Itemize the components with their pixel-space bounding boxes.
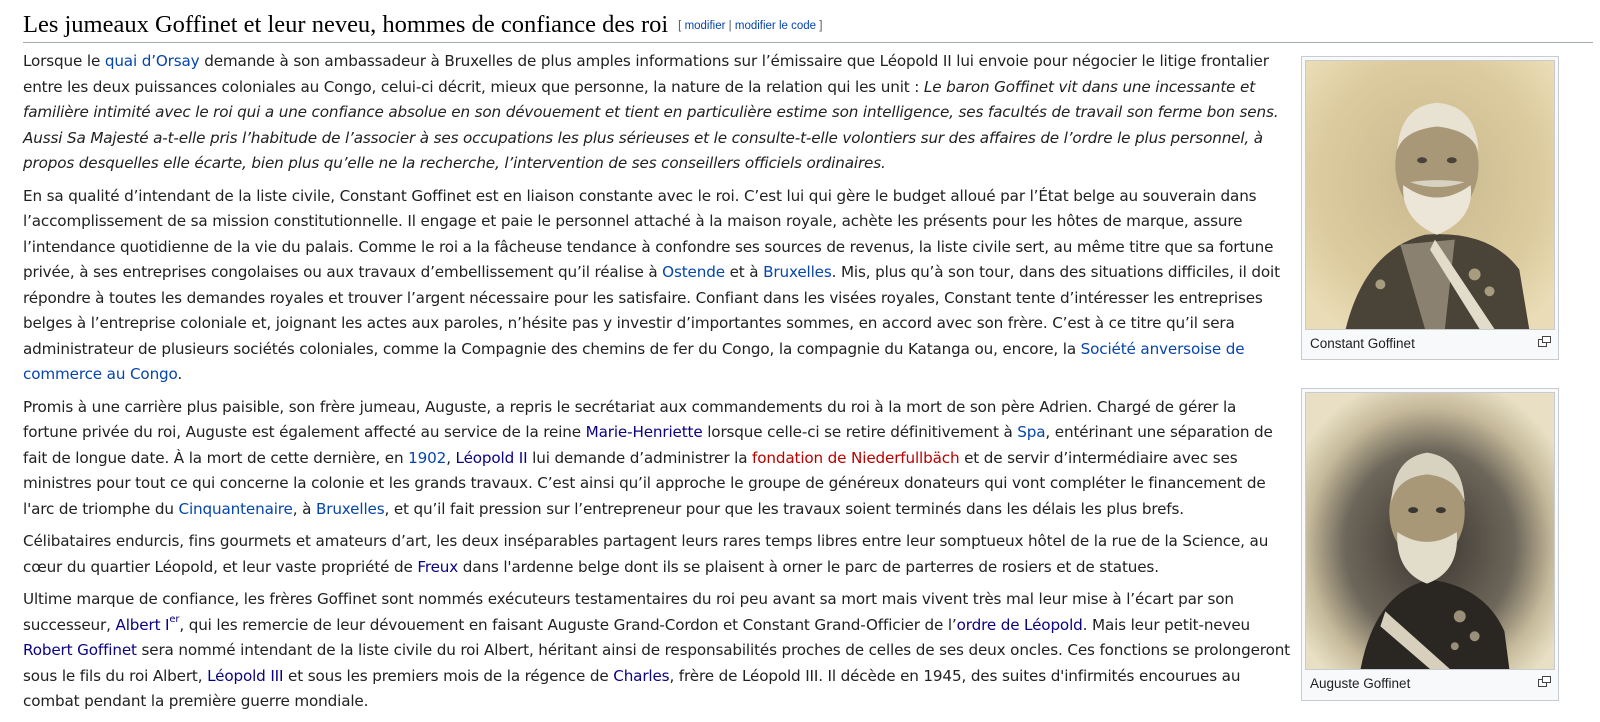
portrait-constant-goffinet[interactable] [1305, 60, 1555, 330]
text: Ultime marque de confiance, les frères Goffinet sont nommés exécuteurs testamentaires du roi peu avant sa mort mais vivent très mal leur mise à l’écart par son successeur, [23, 590, 1234, 634]
link-leopold-iii[interactable]: Léopold III [207, 666, 284, 685]
text: , [446, 448, 456, 467]
link-fondation-niederfullbach[interactable]: fondation de Niederfullbäch [752, 448, 960, 467]
link-leopold-ii[interactable]: Léopold II [455, 448, 528, 467]
text: et sous les premiers mois de la régence de [283, 666, 614, 685]
paragraph-5 [23, 587, 1293, 715]
paragraph-3 [23, 395, 1293, 523]
caption-text: Auguste Goffinet [1310, 676, 1411, 691]
superscript: er [169, 614, 180, 626]
edit-bracket-close: ] [816, 20, 823, 32]
article-body [23, 49, 1293, 722]
text: et à [724, 263, 764, 281]
text: , qui les remercie de leur dévouement en faisant Auguste Grand-Cordon et Constant Grand-Officier de l’ [179, 615, 957, 634]
text: demande à son ambassadeur à Bruxelles de plus amples informations sur l’émissaire que Léopold II lui envoie pour négocier le litige frontalier entre les deux puissances coloniales au Congo, celui-ci décrit, mieux que personne, la nature de la relation qui les unit : [23, 52, 1269, 96]
text: . [177, 365, 183, 383]
link-bruxelles-2[interactable]: Bruxelles [315, 499, 385, 518]
text: , et qu’il fait pression sur l’entrepreneur pour que les travaux soient terminés dans les délais les plus brefs. [384, 499, 1184, 518]
text: . Mais leur petit-neveu [1082, 615, 1250, 634]
edit-source-link[interactable]: modifier le code [734, 20, 817, 32]
text: Promis à une carrière plus paisible, son frère jumeau, Auguste, a repris le secrétariat aux commandements du roi à la mort de son père Adrien. Chargé de gérer la fortune privée du roi, Auguste est également affecté au service de la reine [23, 397, 1237, 441]
portrait-auguste-goffinet[interactable] [1305, 392, 1555, 670]
caption [1305, 330, 1555, 353]
link-robert-goffinet[interactable]: Robert Goffinet [23, 641, 137, 659]
text: Célibataires endurcis, fins gourmets et amateurs d’art, les deux inséparables partagent leurs rares temps libres entre leur somptueux hôtel de la rue de la Science, au cœur du quartier Léopold, et leur vaste propriété de [23, 532, 1269, 576]
text: , à [292, 499, 316, 518]
text: sera nommé intendant de la liste civile du roi Albert, héritant ainsi de responsabilités proches de celles de ses deux oncles. Ces fonctions se prolongeront sous le fils du roi Albert, [23, 641, 1290, 685]
link-bruxelles[interactable]: Bruxelles [763, 263, 832, 281]
edit-section-links [678, 20, 822, 32]
text: lorsque celle-ci se retire définitivement à [702, 423, 1018, 441]
caption [1305, 670, 1555, 693]
edit-bracket-open: [ [678, 20, 685, 32]
section-heading [23, 8, 1593, 43]
caption-text: Constant Goffinet [1310, 336, 1415, 351]
link-albert-i[interactable] [115, 616, 179, 634]
paragraph-2 [23, 184, 1293, 388]
paragraph-1 [23, 49, 1293, 177]
link-cinquantenaire[interactable]: Cinquantenaire [178, 499, 293, 518]
link-marie-henriette[interactable]: Marie-Henriette [585, 423, 703, 441]
magnify-icon[interactable] [1538, 676, 1551, 687]
link-quai-dorsay[interactable]: quai d’Orsay [104, 52, 200, 70]
thumbnail-auguste-goffinet [1301, 388, 1559, 701]
edit-separator: | [725, 20, 735, 32]
paragraph-4 [23, 529, 1293, 580]
link-freux[interactable]: Freux [417, 557, 459, 576]
link-spa[interactable]: Spa [1017, 423, 1046, 441]
text: et de servir d’intermédiaire avec ses ministres pour tout ce qui concerne la colonie et les grands travaux. C’est ainsi qu’il approche le groupe de généreux donateurs qui vont compléter le financement de l'arc de triomphe du [23, 448, 1266, 518]
text: . Mis, plus qu’à son tour, dans des situations difficiles, il doit répondre à toutes les demandes royales et trouver l’argent nécessaire pour les satisfaire. Confiant dans les visées royales, Constant tente d’intéresser les entreprises belges à l’entreprise coloniale et, joignant les actes aux paroles, n’hésite pas y investir d’importantes sommes, en accord avec son frère. C’est à ce titre qu’il sera administrateur de plusieurs sociétés coloniales, comme la Compagnie des chemins de fer du Congo, la compagnie du Katanga ou, encore, la [23, 263, 1280, 358]
link-text: Albert I [115, 615, 170, 634]
link-1902[interactable]: 1902 [408, 448, 447, 467]
text: , frère de Léopold III. Il décède en 1945, des suites d'infirmités encourues au combat pendant la première guerre mondiale. [23, 666, 1241, 710]
text: Lorsque le [23, 52, 105, 70]
text: En sa qualité d’intendant de la liste civile, Constant Goffinet est en liaison constante avec le roi. C’est lui qui gère le budget alloué par l’État belge au souverain dans l’accomplissement de sa mission constitutionnelle. Il engage et paie le personnel attaché à la maison royale, achète les présents pour les hôtes de marque, assure l’intendance quotidienne de la vie du palais. Comme le roi a la fâcheuse tendance à confondre ses sources de revenus, la liste civile sert, au même titre que sa fortune privée, à ses entreprises congolaises ou aux travaux d’embellissement qu’il réalise à [23, 186, 1274, 281]
link-ordre-de-leopold[interactable]: ordre de Léopold [956, 615, 1083, 634]
text: lui demande d’administrer la [527, 448, 753, 467]
magnify-icon[interactable] [1538, 336, 1551, 347]
text: dans l'ardenne belge dont ils se plaisent à orner le parc de parterres de rosiers et de statues. [458, 557, 1159, 576]
link-ostende[interactable]: Ostende [662, 263, 725, 281]
quote: Le baron Goffinet vit dans une incessante et familière intimité avec le roi qui a une confiance absolue en son dévouement et tient en particulière estime son intelligence, ses facultés de travail son ferme bon sens. Aussi Sa Majesté a-t-elle pris l’habitude de l’associer à ses occupations les plus sérieuses et le consulte-t-elle volontiers sur des affaires de l’ordre le plus personnel, à propos desquelles elle écarte, bien plus qu’elle ne la recherche, l’intervention de ses conseillers officiels ordinaires. [23, 77, 1279, 172]
edit-link[interactable]: modifier [684, 20, 726, 32]
text: , entérinant une séparation de fait de longue date. À la mort de cette dernière, en [23, 423, 1273, 467]
thumbnail-constant-goffinet [1301, 56, 1559, 360]
link-charles[interactable]: Charles [613, 666, 670, 685]
link-societe-anversoise[interactable]: Société anversoise de commerce au Congo [23, 339, 1245, 383]
section-title: Les jumeaux Goffinet et leur neveu, hommes de confiance des roi [23, 11, 669, 38]
